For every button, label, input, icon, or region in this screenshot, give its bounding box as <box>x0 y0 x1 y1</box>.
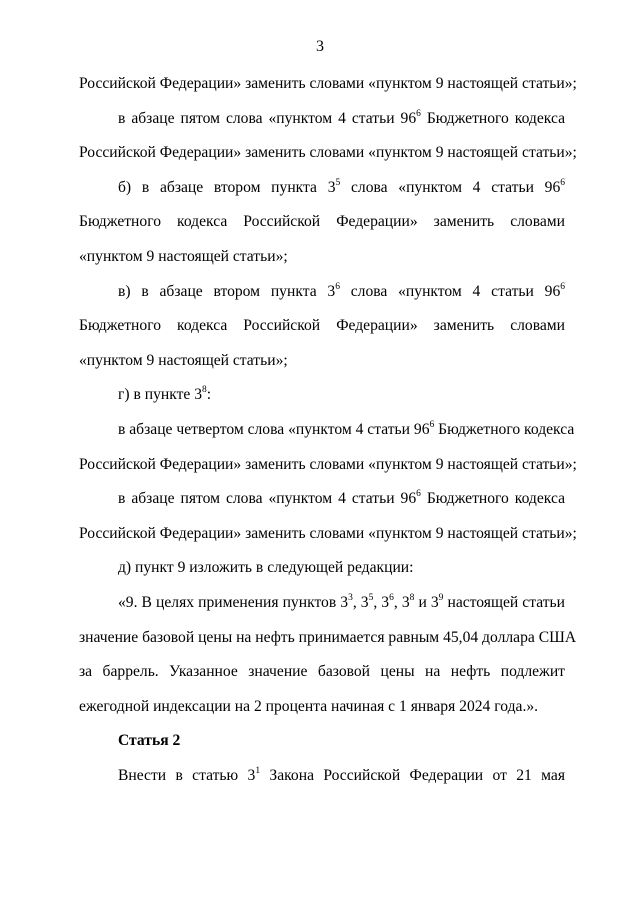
superscript: 9 <box>438 593 444 603</box>
text-line <box>79 662 565 682</box>
text-run: в абзаце пятом слова «пунктом 4 статьи 96 <box>118 110 417 127</box>
text-line <box>118 420 575 440</box>
text-line <box>79 247 565 267</box>
text-run: ежегодной индексации на 2 процента начиная с 1 января 2024 года.». <box>79 698 539 715</box>
text-run: Внести в статью 3 <box>118 767 256 784</box>
superscript: 6 <box>335 282 340 292</box>
text-run: «пунктом 9 настоящей статьи»; <box>79 352 288 369</box>
text-line <box>118 109 565 129</box>
text-line <box>118 489 565 509</box>
superscript: 1 <box>255 766 261 776</box>
article-heading <box>118 731 565 751</box>
text-run: в абзаце пятом слова «пунктом 4 статьи 96 <box>118 490 417 507</box>
text-run: , 3 <box>352 594 369 611</box>
text-run: Бюджетного кодекса <box>434 421 575 438</box>
text-line <box>79 455 577 475</box>
text-run: значение базовой цены на нефть принимается равным 45,04 доллара США <box>79 629 577 646</box>
superscript: 5 <box>335 178 341 188</box>
text-run: , 3 <box>393 594 410 611</box>
text-run: настоящей статьи <box>443 594 565 611</box>
text-line <box>118 282 565 302</box>
text-line <box>118 178 565 198</box>
text-line <box>118 766 565 786</box>
text-run: Российской Федерации» заменить словами «пунктом 9 настоящей статьи»; <box>79 144 577 161</box>
text-line <box>79 351 565 371</box>
text-run: Российской Федерации» заменить словами «пунктом 9 настоящей статьи»; <box>79 456 577 473</box>
superscript: 6 <box>560 178 565 188</box>
text-run: , 3 <box>373 594 390 611</box>
text-run: слова «пунктом 4 статьи 96 <box>340 179 561 196</box>
superscript: 6 <box>560 282 565 292</box>
text-run: слова «пунктом 4 статьи 96 <box>339 283 561 300</box>
text-run: Бюджетного кодекса <box>420 110 566 127</box>
text-line <box>79 316 565 336</box>
superscript: 3 <box>348 593 353 603</box>
text-run: и 3 <box>414 594 439 611</box>
page-number: 3 <box>316 38 324 55</box>
superscript: 6 <box>429 420 435 430</box>
text-line <box>118 558 565 578</box>
superscript: 5 <box>368 593 374 603</box>
text-line <box>118 385 565 405</box>
text-line <box>79 697 565 717</box>
text-line <box>79 212 565 232</box>
text-run: Закона Российской Федерации от 21 мая <box>260 767 566 784</box>
superscript: 6 <box>416 489 421 499</box>
text-run: за баррель. Указанное значение базовой цены на нефть подлежит <box>79 663 565 680</box>
text-line <box>79 628 577 648</box>
superscript: 8 <box>409 593 415 603</box>
text-run: д) пункт 9 изложить в следующей редакции: <box>118 559 414 576</box>
text-run: Российской Федерации» заменить словами «пунктом 9 настоящей статьи»; <box>79 525 577 542</box>
text-run: Российской Федерации» заменить словами «пунктом 9 настоящей статьи»; <box>79 75 577 92</box>
text-line <box>118 593 565 613</box>
text-run: : <box>206 386 212 403</box>
text-run: «9. В целях применения пунктов 3 <box>118 594 349 611</box>
text-run: б) в абзаце втором пункта 3 <box>118 179 336 196</box>
text-run: в) в абзаце втором пункта 3 <box>118 283 336 300</box>
superscript: 6 <box>416 109 421 119</box>
text-line <box>79 74 577 94</box>
superscript: 8 <box>202 385 207 395</box>
text-line <box>79 143 577 163</box>
text-run: г) в пункте 3 <box>118 386 203 403</box>
text-line <box>79 524 577 544</box>
superscript: 6 <box>389 593 394 603</box>
text-run: Статья 2 <box>118 732 181 749</box>
text-run: в абзаце четвертом слова «пунктом 4 статьи 96 <box>118 421 430 438</box>
text-run: «пунктом 9 настоящей статьи»; <box>79 248 288 265</box>
text-run: Бюджетного кодекса Российской Федерации» заменить словами <box>79 213 565 230</box>
text-run: Бюджетного кодекса <box>420 490 566 507</box>
text-run: Бюджетного кодекса Российской Федерации» заменить словами <box>79 317 565 334</box>
